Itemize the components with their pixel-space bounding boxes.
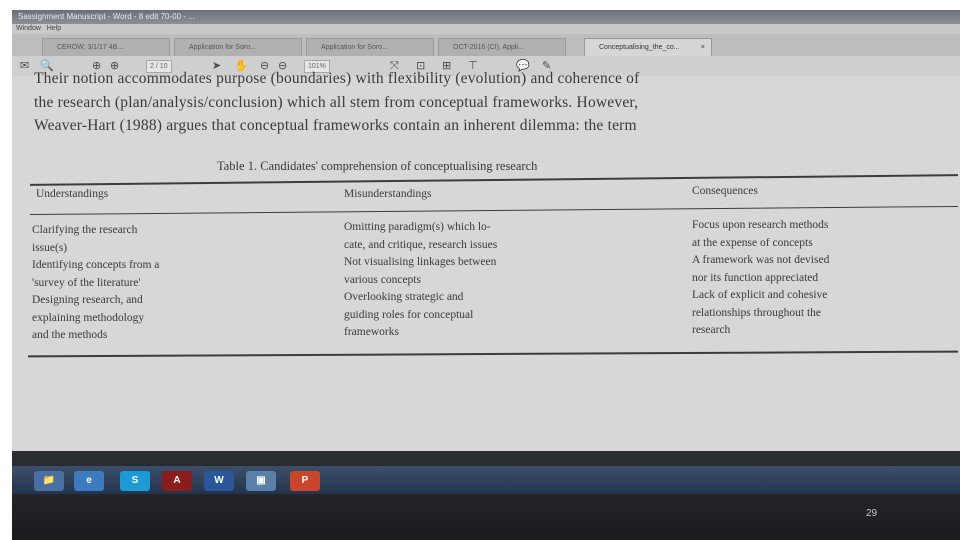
table-cell: Not visualising linkages between xyxy=(344,256,497,268)
cursor-icon[interactable]: ➤ xyxy=(212,59,222,72)
table-column-misunderstandings xyxy=(344,219,497,342)
paragraph-line-1: Their notion accommodates purpose (boundaries) with flexibility (evolution) and coherence of xyxy=(34,70,640,87)
table-column-understandings xyxy=(32,222,159,345)
table-caption: Table 1. Candidates' comprehension of conceptualising research xyxy=(217,159,538,173)
table-cell: Designing research, and xyxy=(32,294,143,306)
powerpoint-icon[interactable]: P xyxy=(290,471,320,491)
tab-5-active[interactable] xyxy=(584,38,712,56)
file-explorer-icon[interactable]: 📁 xyxy=(34,471,64,491)
fit-page-icon[interactable]: ⤧ xyxy=(390,59,399,72)
table-cell: issue(s) xyxy=(32,241,68,254)
page-down-icon[interactable]: ⊕ xyxy=(110,59,120,72)
tab-label: Application for Soro... xyxy=(189,44,256,51)
monitor-bezel xyxy=(12,451,960,540)
menu-window[interactable]: Window xyxy=(16,25,41,32)
pen-icon[interactable]: ✎ xyxy=(542,59,552,72)
mail-icon[interactable]: ✉ xyxy=(20,59,30,72)
zoom-field[interactable]: 101% xyxy=(304,60,330,73)
tab-3[interactable] xyxy=(306,38,434,56)
header-understandings: Understandings xyxy=(36,188,109,200)
table-cell: Omitting paradigm(s) which lo- xyxy=(344,221,491,233)
table-cell: guiding roles for conceptual xyxy=(344,308,474,321)
speech-bubble-icon[interactable]: 💬 xyxy=(516,59,530,72)
search-icon[interactable]: 🔍 xyxy=(40,59,54,72)
menu-bar xyxy=(12,24,960,34)
hand-icon[interactable]: ✋ xyxy=(234,59,248,72)
table-cell: Clarifying the research xyxy=(32,224,138,236)
fullscreen-icon[interactable]: ⊞ xyxy=(442,59,452,72)
table-cell: Overlooking strategic and xyxy=(344,291,464,303)
comment-tool-icon[interactable]: ⊤ xyxy=(468,59,478,72)
menu-help[interactable]: Help xyxy=(46,25,62,32)
skype-icon[interactable]: S xyxy=(120,471,150,491)
word-icon[interactable]: W xyxy=(204,471,234,491)
table-header-rule xyxy=(30,206,958,215)
internet-explorer-icon[interactable]: e xyxy=(74,471,104,491)
zoom-in-icon[interactable]: ⊖ xyxy=(278,59,288,72)
remote-desktop-icon[interactable]: ▣ xyxy=(246,471,276,491)
table-cell: A framework was not devised xyxy=(692,254,830,266)
table-cell: Focus upon research methods xyxy=(692,219,829,231)
tab-2[interactable] xyxy=(174,38,302,56)
table-cell: Lack of explicit and cohesive xyxy=(692,289,828,301)
table-cell: explaining methodology xyxy=(32,311,145,324)
table-top-rule xyxy=(30,174,958,185)
windows-taskbar xyxy=(12,466,960,494)
header-misunderstandings: Misunderstandings xyxy=(344,188,432,200)
table-cell: nor its function appreciated xyxy=(692,271,819,284)
table-bottom-rule xyxy=(28,351,958,357)
tab-4[interactable] xyxy=(438,38,566,56)
paragraph-line-2: the research (plan/analysis/conclusion) which all stem from conceptual frameworks. However, xyxy=(34,94,639,111)
fit-width-icon[interactable]: ⊡ xyxy=(416,59,426,72)
tab-label: Application for Soro... xyxy=(321,44,388,51)
tab-bar xyxy=(12,34,960,56)
tab-1[interactable] xyxy=(42,38,170,56)
close-tab-icon[interactable]: × xyxy=(700,44,705,51)
tab-label: OCT-2016 (CI), Appli... xyxy=(453,44,524,51)
paragraph-line-3: Weaver-Hart (1988) argues that conceptual frameworks contain an inherent dilemma: the term xyxy=(34,117,637,134)
table-cell: cate, and critique, research issues xyxy=(344,238,498,251)
window-title-bar: Sassignment Manuscript - Word - 8 edit 70-00 - ... xyxy=(12,10,960,24)
table-column-consequences xyxy=(692,217,829,340)
page-up-icon[interactable]: ⊕ xyxy=(92,59,102,72)
table-cell: 'survey of the literature' xyxy=(32,276,141,289)
page-number-field[interactable]: 2 / 10 xyxy=(146,60,172,73)
tab-label: CEROW, 3/1/17 4B... xyxy=(57,44,124,51)
table-cell: relationships throughout the xyxy=(692,306,822,319)
document-page xyxy=(12,70,960,461)
table-cell: various concepts xyxy=(344,273,421,286)
table-cell: at the expense of concepts xyxy=(692,236,813,249)
tab-label: Conceptualising_the_co... xyxy=(599,44,680,51)
table-cell: and the methods xyxy=(32,329,108,341)
header-consequences: Consequences xyxy=(692,185,758,197)
table-cell: research xyxy=(692,324,731,336)
slide-page-number: 29 xyxy=(866,508,878,519)
table-cell: frameworks xyxy=(344,326,399,338)
screen-photo xyxy=(12,10,960,485)
acrobat-reader-icon[interactable]: A xyxy=(162,471,192,491)
table-cell: Identifying concepts from a xyxy=(32,259,160,271)
zoom-out-icon[interactable]: ⊖ xyxy=(260,59,270,72)
